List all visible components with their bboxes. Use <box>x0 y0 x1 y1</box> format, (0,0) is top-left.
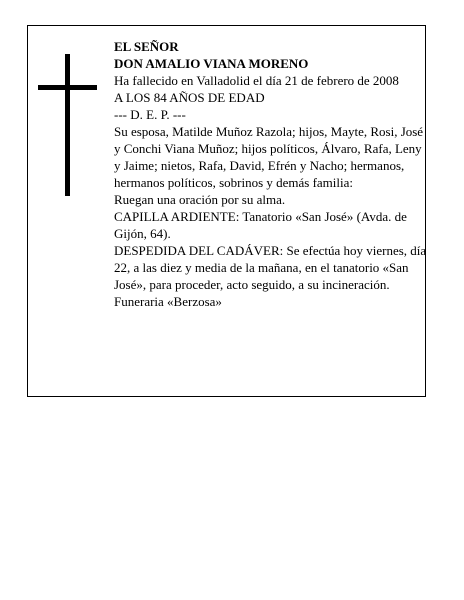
obituary-title: EL SEÑOR <box>114 39 179 54</box>
obituary-text <box>114 38 428 310</box>
farewell-paragraph: DESPEDIDA DEL CADÁVER: Se efectúa hoy viernes, día 22, a las diez y media de la mañana, en el tanatorio «San José», para proceder, acto seguido, a su incineración. <box>114 243 427 292</box>
prayer-line: Ruegan una oración por su alma. <box>114 192 286 207</box>
rip-line: --- D. E. P. --- <box>114 107 186 122</box>
age-line: A LOS 84 AÑOS DE EDAD <box>114 90 265 105</box>
cross-icon-bar <box>38 85 97 90</box>
death-announcement: Ha fallecido en Valladolid el día 21 de febrero de 2008 <box>114 73 399 88</box>
chapel-paragraph: CAPILLA ARDIENTE: Tanatorio «San José» (Avda. de Gijón, 64). <box>114 209 407 241</box>
family-paragraph: Su esposa, Matilde Muñoz Razola; hijos, Mayte, Rosi, José y Conchi Viana Muñoz; hijos políticos, Álvaro, Rafa, Leny y Jaime; nietos, Rafa, David, Efrén y Nacho; hermanos, hermanos políticos, sobrinos y demás familia: <box>114 124 424 190</box>
deceased-name: DON AMALIO VIANA MORENO <box>114 56 309 71</box>
funeral-home: Funeraria «Berzosa» <box>114 294 222 309</box>
cross-icon <box>65 54 70 196</box>
